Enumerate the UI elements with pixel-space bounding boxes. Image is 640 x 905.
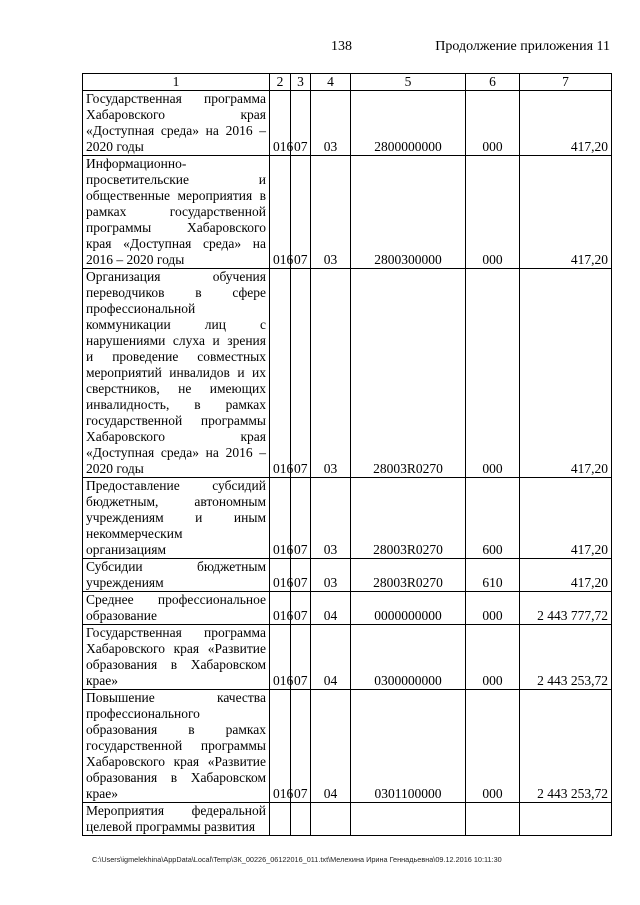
page-number: 138 (331, 39, 352, 54)
target-article-cell: 2800300000 (351, 156, 466, 269)
subsection-code-cell (311, 803, 351, 836)
section-code-cell: 07 (291, 559, 311, 592)
ministry-code-cell (270, 803, 291, 836)
target-article-cell: 28003R0270 (351, 559, 466, 592)
row-name-line: Среднее профессиональное (86, 592, 266, 607)
header-col-1: 1 (83, 74, 270, 91)
row-name-line: Мероприятия федеральной (86, 803, 266, 818)
row-name-line: Субсидии бюджетным (86, 559, 266, 574)
target-article-cell: 0301100000 (351, 690, 466, 803)
row-name-line: Предоставление субсидий (86, 478, 266, 493)
row-name-line: сверстников, не имеющих (86, 381, 266, 396)
row-name-line: государственной программы (86, 413, 266, 428)
row-name-line: Повышение качества (86, 690, 266, 705)
section-code-cell: 07 (291, 156, 311, 269)
row-name-cell (83, 625, 270, 690)
section-code-cell: 07 (291, 91, 311, 156)
row-name-line: образование (86, 608, 157, 623)
amount-cell: 2 443 777,72 (520, 592, 612, 625)
subsection-code-cell: 04 (311, 690, 351, 803)
amount-cell: 417,20 (520, 478, 612, 559)
ministry-code-cell: 016 (270, 592, 291, 625)
row-name-line: и проведение совместных (86, 349, 266, 364)
subsection-code-cell: 03 (311, 559, 351, 592)
row-name-cell (83, 592, 270, 625)
ministry-code-cell: 016 (270, 559, 291, 592)
amount-cell: 417,20 (520, 269, 612, 478)
table-header-row (83, 74, 612, 91)
row-name-line: государственной программы (86, 738, 266, 753)
row-name-line: переводчиков в сфере (86, 285, 266, 300)
row-name-line: просветительские и (86, 172, 266, 187)
row-name-line: бюджетным, автономным (86, 494, 266, 509)
row-name-cell (83, 478, 270, 559)
table-row (83, 559, 612, 592)
row-name-line: Хабаровского края «Развитие (86, 641, 266, 656)
amount-cell (520, 803, 612, 836)
target-article-cell: 28003R0270 (351, 478, 466, 559)
table-row (83, 625, 612, 690)
amount-cell: 417,20 (520, 91, 612, 156)
expense-type-cell: 000 (466, 592, 520, 625)
subsection-code-cell: 03 (311, 156, 351, 269)
row-name-line: 2020 годы (86, 461, 144, 476)
row-name-line: целевой программы развития (86, 819, 256, 834)
ministry-code-cell: 016 (270, 156, 291, 269)
table-row (83, 156, 612, 269)
ministry-code-cell: 016 (270, 478, 291, 559)
section-code-cell: 07 (291, 625, 311, 690)
amount-cell: 417,20 (520, 559, 612, 592)
table-row (83, 690, 612, 803)
row-name-line: образования в Хабаровском (86, 657, 266, 672)
row-name-line: нарушениями слуха и зрения (86, 333, 266, 348)
ministry-code-cell: 016 (270, 625, 291, 690)
row-name-line: «Доступная среда» на 2016 – (86, 123, 266, 138)
header-col-7: 7 (520, 74, 612, 91)
budget-table (82, 73, 612, 836)
section-code-cell: 07 (291, 478, 311, 559)
target-article-cell: 0300000000 (351, 625, 466, 690)
row-name-line: учреждениям и иным (86, 510, 266, 525)
table-row (83, 478, 612, 559)
row-name-line: общественные мероприятия в (86, 188, 266, 203)
row-name-line: Хабаровского края «Развитие (86, 754, 266, 769)
row-name-cell (83, 690, 270, 803)
row-name-cell (83, 269, 270, 478)
subsection-code-cell: 03 (311, 91, 351, 156)
row-name-line: крае» (86, 673, 119, 688)
row-name-line: коммуникации лиц с (86, 317, 266, 332)
expense-type-cell: 000 (466, 690, 520, 803)
row-name-line: Хабаровского края (86, 107, 266, 122)
target-article-cell: 2800000000 (351, 91, 466, 156)
subsection-code-cell: 04 (311, 625, 351, 690)
row-name-line: Государственная программа (86, 91, 266, 106)
expense-type-cell: 000 (466, 269, 520, 478)
row-name-line: профессиональной (86, 301, 196, 316)
section-code-cell (291, 803, 311, 836)
row-name-line: программы Хабаровского (86, 220, 266, 235)
row-name-line: образования в рамках (86, 722, 266, 737)
expense-type-cell: 000 (466, 156, 520, 269)
row-name-line: Государственная программа (86, 625, 266, 640)
row-name-line: Организация обучения (86, 269, 266, 284)
row-name-line: 2016 – 2020 годы (86, 252, 185, 267)
row-name-line: крае» (86, 786, 119, 801)
table-row (83, 803, 612, 836)
row-name-line: образования в Хабаровском (86, 770, 266, 785)
header-col-3: 3 (291, 74, 311, 91)
header-col-2: 2 (270, 74, 291, 91)
subsection-code-cell: 03 (311, 269, 351, 478)
section-code-cell: 07 (291, 269, 311, 478)
row-name-cell (83, 91, 270, 156)
file-path-footer: C:\Users\igmelekhina\AppData\Local\Temp\ЗК_00226_06122016_011.txt\Мелехина Ирина Геннадьевна\09.12.2016 10:11:30 (92, 855, 502, 864)
row-name-line: профессионального (86, 706, 200, 721)
section-code-cell: 07 (291, 690, 311, 803)
row-name-line: края «Доступная среда» на (86, 236, 266, 251)
expense-type-cell: 600 (466, 478, 520, 559)
ministry-code-cell: 016 (270, 269, 291, 478)
row-name-line: «Доступная среда» на 2016 – (86, 445, 266, 460)
amount-cell: 2 443 253,72 (520, 690, 612, 803)
row-name-line: Хабаровского края (86, 429, 266, 444)
target-article-cell: 0000000000 (351, 592, 466, 625)
header-col-5: 5 (351, 74, 466, 91)
header-col-6: 6 (466, 74, 520, 91)
ministry-code-cell: 016 (270, 690, 291, 803)
section-code-cell: 07 (291, 592, 311, 625)
target-article-cell (351, 803, 466, 836)
continuation-label: Продолжение приложения 11 (435, 39, 610, 54)
expense-type-cell: 610 (466, 559, 520, 592)
row-name-cell (83, 156, 270, 269)
subsection-code-cell: 04 (311, 592, 351, 625)
row-name-line: рамках государственной (86, 204, 266, 219)
ministry-code-cell: 016 (270, 91, 291, 156)
header-col-4: 4 (311, 74, 351, 91)
row-name-line: некоммерческим (86, 526, 183, 541)
subsection-code-cell: 03 (311, 478, 351, 559)
row-name-cell (83, 559, 270, 592)
row-name-line: мероприятий инвалидов и их (86, 365, 266, 380)
row-name-line: организациям (86, 542, 167, 557)
table-row (83, 592, 612, 625)
row-name-cell (83, 803, 270, 836)
table-row (83, 269, 612, 478)
row-name-line: учреждениям (86, 575, 164, 590)
amount-cell: 2 443 253,72 (520, 625, 612, 690)
expense-type-cell: 000 (466, 91, 520, 156)
table-row (83, 91, 612, 156)
row-name-line: Информационно- (86, 156, 187, 171)
row-name-line: 2020 годы (86, 139, 144, 154)
row-name-line: инвалидность, в рамках (86, 397, 266, 412)
amount-cell: 417,20 (520, 156, 612, 269)
target-article-cell: 28003R0270 (351, 269, 466, 478)
expense-type-cell: 000 (466, 625, 520, 690)
expense-type-cell (466, 803, 520, 836)
